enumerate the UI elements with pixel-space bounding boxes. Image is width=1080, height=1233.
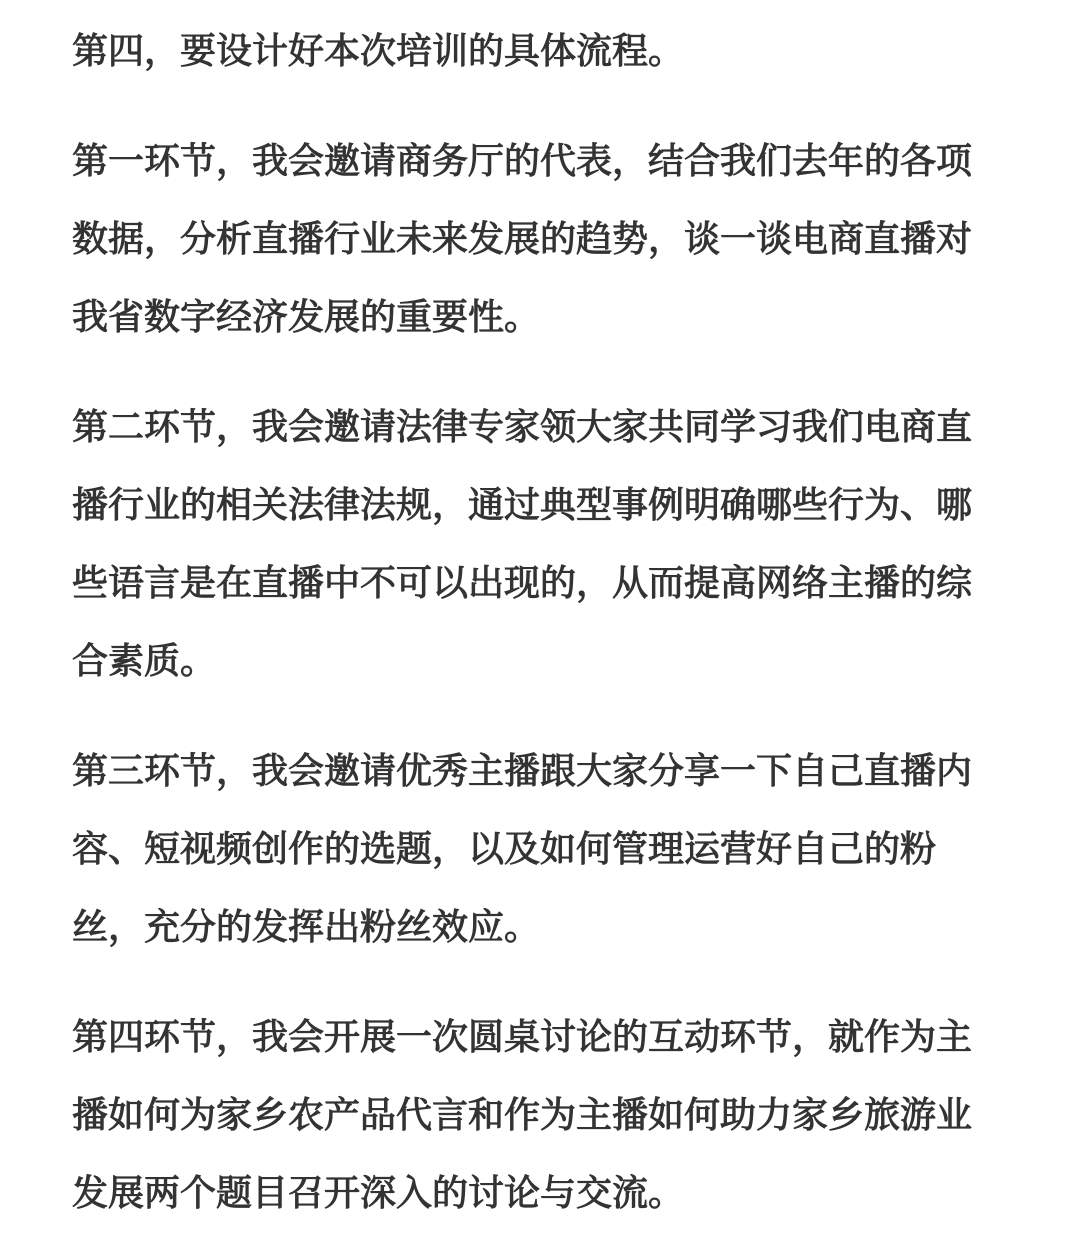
paragraph-session-three: 第三环节，我会邀请优秀主播跟大家分享一下自己直播内 容、短视频创作的选题，以及如何管理运营好自己的粉 丝，充分的发挥出粉丝效应。	[72, 751, 973, 948]
paragraph-session-two: 第二环节，我会邀请法律专家领大家共同学习我们电商直 播行业的相关法律法规，通过典型事例明确哪些行为、哪 些语言是在直播中不可以出现的，从而提高网络主播的综 合素质。	[72, 407, 973, 682]
paragraph-session-one: 第一环节，我会邀请商务厅的代表，结合我们去年的各项 数据，分析直播行业未来发展的趋势，谈一谈电商直播对 我省数字经济发展的重要性。	[72, 141, 973, 338]
paragraph-training-process: 第四，要设计好本次培训的具体流程。	[72, 31, 685, 72]
article-body	[72, 13, 1008, 1233]
paragraph-session-four: 第四环节，我会开展一次圆桌讨论的互动环节，就作为主 播如何为家乡农产品代言和作为主播如何助力家乡旅游业 发展两个题目召开深入的讨论与交流。	[72, 1017, 973, 1214]
